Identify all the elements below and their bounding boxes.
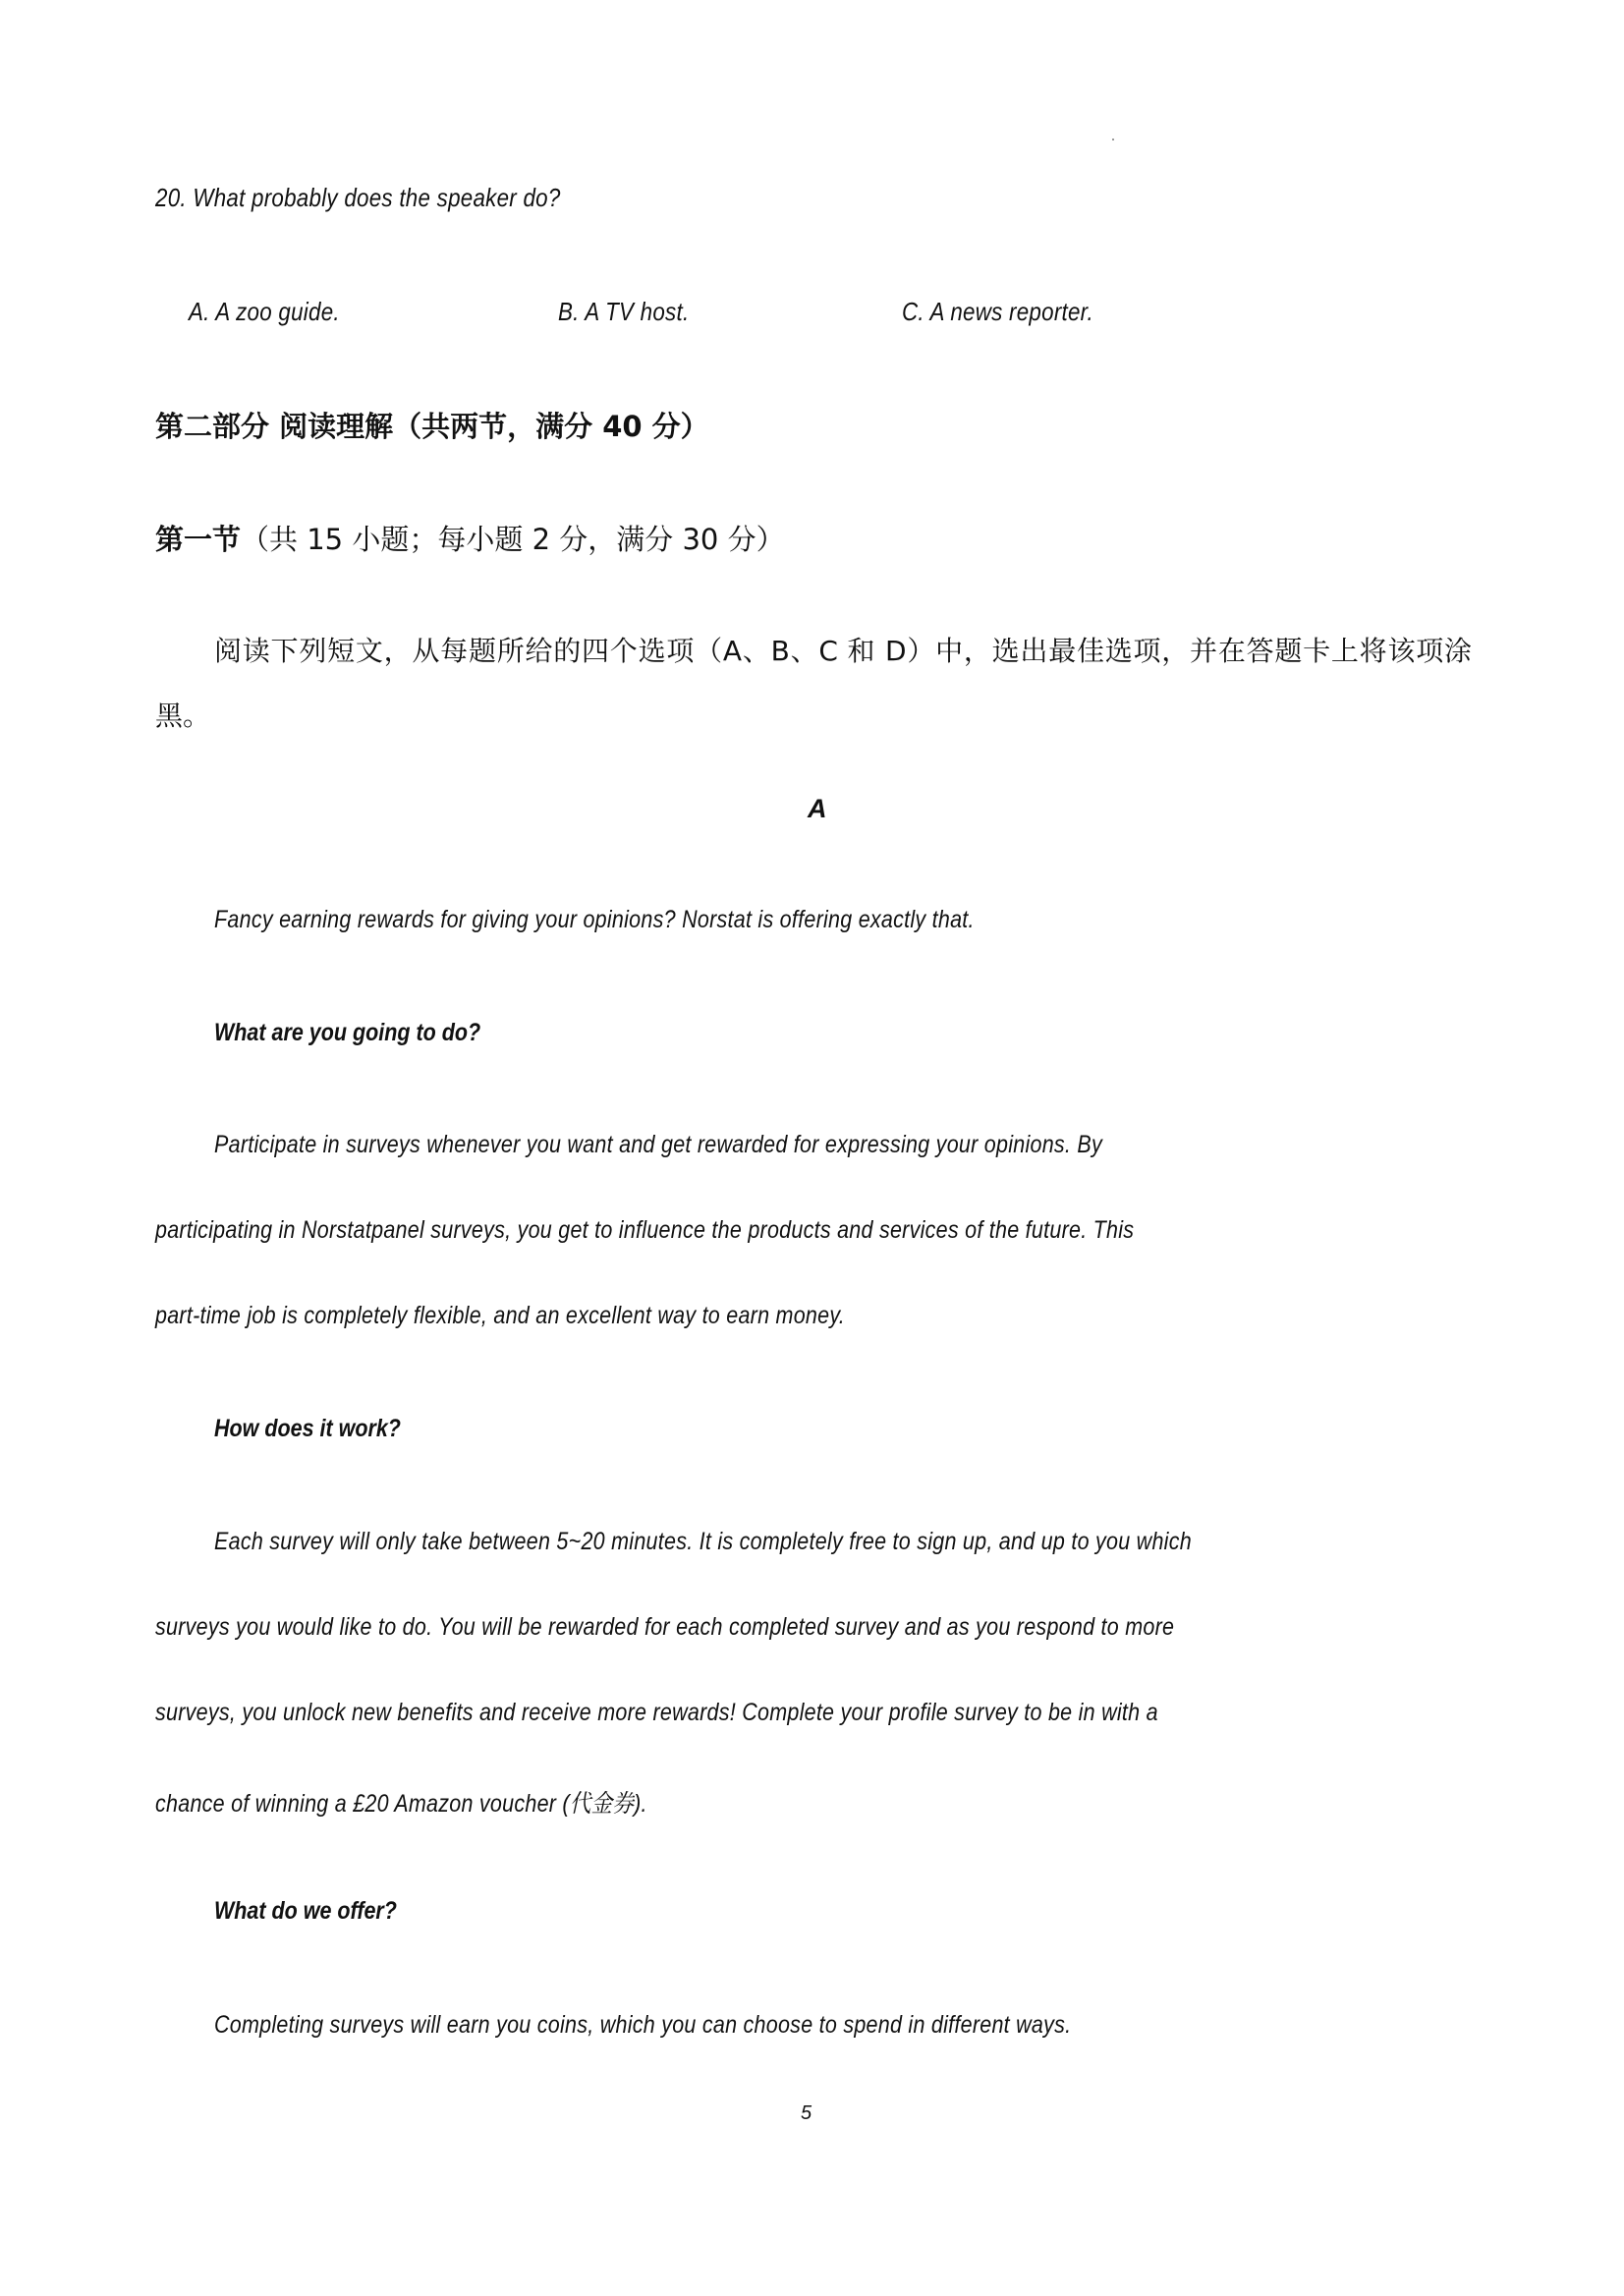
page-number: 5 <box>801 2102 812 2124</box>
section-title-bold: 第一节 <box>155 523 242 556</box>
para2-line4: chance of winning a £20 Amazon voucher (代金券). <box>155 1790 647 1818</box>
para2-line3: surveys, you unlock new benefits and receive more rewards! Complete your profile survey to be in with a <box>155 1699 1158 1726</box>
section-title-detail: （共 15 小题；每小题 2 分，满分 30 分） <box>241 523 785 556</box>
passage-intro: Fancy earning rewards for giving your opinions? Norstat is offering exactly that. <box>214 906 975 933</box>
option-a: A. A zoo guide. <box>189 297 340 326</box>
section-heading-what-to-do: What are you going to do? <box>214 1019 481 1046</box>
para3-line1: Completing surveys will earn you coins, which you can choose to spend in different ways. <box>214 2011 1072 2039</box>
part-title <box>155 405 709 445</box>
part-title-text: 第二部分 阅读理解（共两节，满分 40 分） <box>155 410 709 443</box>
section-title <box>155 518 785 558</box>
para2-line1: Each survey will only take between 5~20 minutes. It is completely free to sign up, and up to you which <box>214 1528 1192 1555</box>
section-heading-how-it-works: How does it work? <box>214 1415 401 1442</box>
para2-line2: surveys you would like to do. You will be rewarded for each completed survey and as you respond to more <box>155 1613 1175 1641</box>
para1-line3: part-time job is completely flexible, and an excellent way to earn money. <box>155 1302 846 1329</box>
option-c: C. A news reporter. <box>902 297 1094 326</box>
section-heading-what-we-offer: What do we offer? <box>214 1897 397 1925</box>
para1-line1: Participate in surveys whenever you want and get rewarded for expressing your opinions. By <box>214 1131 1103 1158</box>
option-b: B. A TV host. <box>558 297 690 326</box>
scan-speck <box>1112 139 1114 140</box>
question-20: 20. What probably does the speaker do? <box>155 183 561 212</box>
para1-line2: participating in Norstatpanel surveys, you get to influence the products and services of the future. This <box>155 1216 1135 1244</box>
passage-letter: A <box>808 794 827 823</box>
instructions: 阅读下列短文，从每题所给的四个选项（A、B、C 和 D）中，选出最佳选项，并在答题卡上将该项涂黑。 <box>155 635 1472 732</box>
